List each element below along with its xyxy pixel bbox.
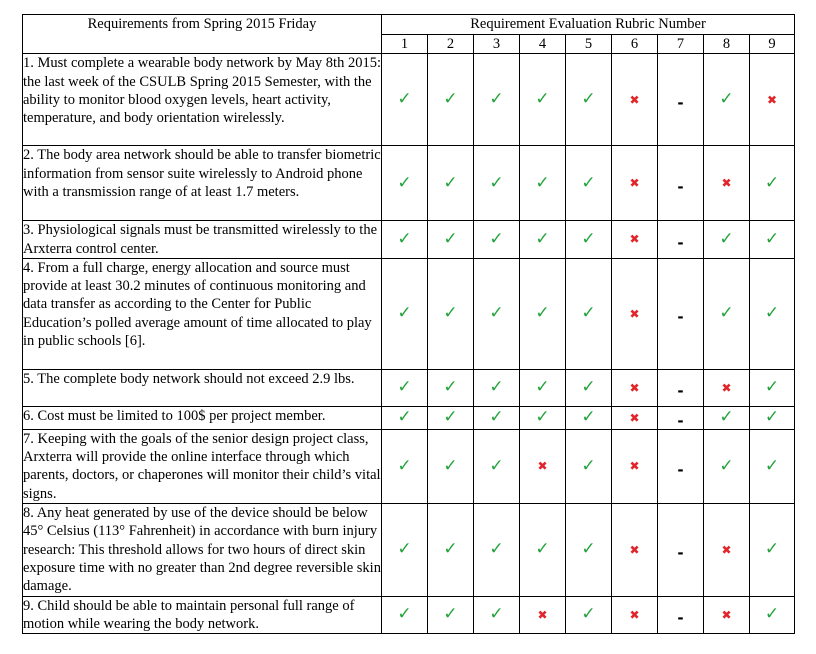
cross-icon: ✖: [629, 542, 640, 557]
rubric-cell: [566, 504, 612, 596]
rubric-cell: [520, 258, 566, 369]
requirement-text: 2. The body area network should be able to transfer biometric information from sensor suite wirelessly to Android phone with a transmission range of at least 1.7 meters.: [23, 146, 382, 221]
checkmark-icon: ✓: [535, 539, 550, 560]
rubric-cell: [520, 429, 566, 503]
rubric-cell: [750, 258, 795, 369]
cross-icon: ✖: [537, 607, 548, 622]
dash-icon: -: [677, 544, 684, 563]
rubric-cell: [750, 146, 795, 221]
rubric-cell: [566, 146, 612, 221]
checkmark-icon: ✓: [581, 455, 596, 476]
rubric-cell: [428, 504, 474, 596]
checkmark-icon: ✓: [719, 407, 734, 428]
rubric-cell: [382, 596, 428, 634]
rubric-cell: [520, 146, 566, 221]
rubric-cell: [750, 369, 795, 406]
rubric-cell: [382, 504, 428, 596]
checkmark-icon: ✓: [489, 407, 504, 428]
rubric-cell: [704, 504, 750, 596]
rubric-cell: [474, 146, 520, 221]
checkmark-icon: ✓: [397, 604, 412, 625]
requirement-row: [23, 504, 795, 596]
rubric-cell: [750, 406, 795, 429]
rubric-number-5: 5: [566, 35, 612, 54]
rubric-cell: [658, 146, 704, 221]
requirements-rubric-table: [22, 14, 795, 634]
checkmark-icon: ✓: [397, 407, 412, 428]
requirement-text: 7. Keeping with the goals of the senior design project class, Arxterra will provide the online interface through which parents, doctors, or chaperones will monitor their child’s vital signs.: [23, 430, 381, 502]
rubric-cell: [428, 369, 474, 406]
rubric-cell: [428, 54, 474, 146]
rubric-cell: [428, 258, 474, 369]
rubric-cell: [612, 258, 658, 369]
rubric-cell: [612, 54, 658, 146]
rubric-cell: [612, 429, 658, 503]
rubric-cell: [612, 504, 658, 596]
rubric-cell: [658, 221, 704, 259]
checkmark-icon: ✓: [581, 172, 596, 193]
rubric-cell: [474, 258, 520, 369]
checkmark-icon: ✓: [443, 407, 458, 428]
rubric-number-6: 6: [612, 35, 658, 54]
checkmark-icon: ✓: [443, 172, 458, 193]
rubric-cell: [704, 369, 750, 406]
checkmark-icon: ✓: [443, 377, 458, 398]
checkmark-icon: ✓: [764, 455, 780, 476]
rubric-cell: [566, 596, 612, 634]
checkmark-icon: ✓: [581, 303, 596, 324]
rubric-cell: [520, 221, 566, 259]
cross-icon: ✖: [721, 607, 732, 622]
checkmark-icon: ✓: [581, 228, 596, 249]
header-row: [23, 15, 795, 35]
checkmark-icon: ✓: [489, 303, 504, 324]
cross-icon: ✖: [721, 176, 732, 191]
requirement-row: [23, 54, 795, 146]
requirement-row: [23, 406, 795, 429]
cross-icon: ✖: [537, 459, 548, 474]
cross-icon: ✖: [629, 176, 640, 191]
requirement-text: 1. Must complete a wearable body network by May 8th 2015: the last week of the CSULB Spring 2015 Semester, with the ability to monitor blood oxygen levels, heart activity, temperature, and body orientation wirelessly.: [23, 54, 382, 146]
cross-icon: ✖: [629, 607, 640, 622]
checkmark-icon: ✓: [719, 303, 734, 324]
rubric-cell: [566, 429, 612, 503]
checkmark-icon: ✓: [443, 539, 458, 560]
rubric-cell: [566, 406, 612, 429]
rubric-cell: [428, 429, 474, 503]
dash-icon: -: [677, 94, 684, 113]
rubric-cell: [750, 596, 795, 634]
cross-icon: ✖: [629, 232, 640, 247]
rubric-cell: [382, 429, 428, 503]
rubric-number-1: 1: [382, 35, 428, 54]
checkmark-icon: ✓: [443, 455, 458, 476]
rubric-cell: [658, 406, 704, 429]
requirement-row: [23, 221, 795, 259]
cross-icon: ✖: [629, 410, 640, 425]
rubric-cell: [704, 258, 750, 369]
rubric-cell: [704, 429, 750, 503]
checkmark-icon: ✓: [489, 455, 504, 476]
checkmark-icon: ✓: [397, 228, 412, 249]
rubric-cell: [474, 596, 520, 634]
rubric-cell: [658, 596, 704, 634]
rubric-number-7: 7: [658, 35, 704, 54]
rubric-cell: [566, 258, 612, 369]
checkmark-icon: ✓: [764, 377, 780, 398]
checkmark-icon: ✓: [535, 89, 550, 110]
rubric-cell: [750, 429, 795, 503]
rubric-cell: [428, 596, 474, 634]
rubric-header: Requirement Evaluation Rubric Number: [382, 15, 795, 35]
checkmark-icon: ✓: [443, 303, 458, 324]
rubric-cell: [474, 221, 520, 259]
rubric-cell: [474, 504, 520, 596]
requirement-text: 5. The complete body network should not exceed 2.9 lbs.: [23, 369, 382, 406]
checkmark-icon: ✓: [489, 604, 504, 625]
rubric-cell: [382, 146, 428, 221]
rubric-cell: [704, 406, 750, 429]
checkmark-icon: ✓: [443, 604, 458, 625]
rubric-cell: [750, 221, 795, 259]
rubric-cell: [520, 369, 566, 406]
rubric-number-9: 9: [750, 35, 795, 54]
checkmark-icon: ✓: [535, 172, 550, 193]
rubric-number-3: 3: [474, 35, 520, 54]
rubric-cell: [566, 54, 612, 146]
rubric-cell: [428, 406, 474, 429]
requirement-row: [23, 596, 795, 634]
requirement-text: 6. Cost must be limited to 100$ per project member.: [23, 406, 382, 429]
rubric-number-4: 4: [520, 35, 566, 54]
rubric-cell: [704, 221, 750, 259]
rubric-cell: [382, 221, 428, 259]
checkmark-icon: ✓: [397, 539, 412, 560]
rubric-cell: [704, 54, 750, 146]
checkmark-icon: ✓: [535, 407, 550, 428]
checkmark-icon: ✓: [581, 604, 596, 625]
checkmark-icon: ✓: [489, 89, 504, 110]
cross-icon: ✖: [766, 92, 778, 107]
checkmark-icon: ✓: [764, 539, 780, 560]
rubric-number-2: 2: [428, 35, 474, 54]
rubric-cell: [658, 429, 704, 503]
checkmark-icon: ✓: [535, 377, 550, 398]
checkmark-icon: ✓: [397, 455, 412, 476]
rubric-cell: [428, 221, 474, 259]
checkmark-icon: ✓: [764, 172, 780, 193]
rubric-cell: [658, 369, 704, 406]
requirement-text: 8. Any heat generated by use of the device should be below 45° Celsius (113° Fahrenheit) in accordance with burn injury research: This threshold allows for two hours of direct skin exposure time with no greater than 2nd degree reversible skin damage.: [23, 505, 381, 595]
requirement-text: 3. Physiological signals must be transmitted wirelessly to the Arxterra control center.: [23, 221, 382, 259]
rubric-cell: [566, 369, 612, 406]
checkmark-icon: ✓: [489, 539, 504, 560]
rubric-cell: [658, 54, 704, 146]
requirement-row: [23, 369, 795, 406]
cross-icon: ✖: [629, 459, 640, 474]
rubric-cell: [474, 54, 520, 146]
checkmark-icon: ✓: [764, 407, 780, 428]
dash-icon: -: [677, 609, 684, 628]
requirements-header: Requirements from Spring 2015 Friday: [23, 15, 382, 54]
checkmark-icon: ✓: [489, 172, 504, 193]
checkmark-icon: ✓: [397, 172, 412, 193]
checkmark-icon: ✓: [397, 89, 412, 110]
dash-icon: -: [677, 382, 684, 401]
rubric-cell: [612, 146, 658, 221]
rubric-cell: [382, 258, 428, 369]
rubric-number-8: 8: [704, 35, 750, 54]
checkmark-icon: ✓: [581, 377, 596, 398]
checkmark-icon: ✓: [535, 303, 550, 324]
checkmark-icon: ✓: [764, 303, 780, 324]
cross-icon: ✖: [629, 306, 640, 321]
checkmark-icon: ✓: [581, 539, 596, 560]
checkmark-icon: ✓: [535, 228, 550, 249]
checkmark-icon: ✓: [719, 455, 734, 476]
cross-icon: ✖: [629, 92, 640, 107]
dash-icon: -: [677, 233, 684, 252]
rubric-cell: [704, 596, 750, 634]
rubric-cell: [428, 146, 474, 221]
checkmark-icon: ✓: [397, 377, 412, 398]
cross-icon: ✖: [721, 380, 732, 395]
rubric-cell: [612, 221, 658, 259]
checkmark-icon: ✓: [581, 407, 596, 428]
checkmark-icon: ✓: [719, 228, 734, 249]
rubric-cell: [612, 369, 658, 406]
rubric-cell: [750, 54, 795, 146]
rubric-cell: [382, 54, 428, 146]
rubric-cell: [474, 406, 520, 429]
requirement-row: [23, 146, 795, 221]
checkmark-icon: ✓: [581, 89, 596, 110]
dash-icon: -: [677, 460, 684, 479]
rubric-cell: [750, 504, 795, 596]
checkmark-icon: ✓: [397, 303, 412, 324]
rubric-cell: [658, 504, 704, 596]
rubric-cell: [382, 406, 428, 429]
rubric-cell: [382, 369, 428, 406]
rubric-cell: [520, 54, 566, 146]
dash-icon: -: [677, 308, 684, 327]
rubric-cell: [566, 221, 612, 259]
checkmark-icon: ✓: [719, 89, 734, 110]
rubric-cell: [474, 369, 520, 406]
requirement-text: 9. Child should be able to maintain personal full range of motion while wearing the body network.: [23, 596, 382, 634]
rubric-cell: [612, 596, 658, 634]
rubric-cell: [520, 596, 566, 634]
requirement-row: [23, 258, 795, 369]
rubric-cell: [520, 504, 566, 596]
rubric-cell: [474, 429, 520, 503]
requirement-text: 4. From a full charge, energy allocation and source must provide at least 30.2 minutes of continuous monitoring and data transfer as according to the Center for Public Education’s polled average amount of time allocated to play in public schools [6].: [23, 258, 382, 369]
cross-icon: ✖: [721, 542, 732, 557]
checkmark-icon: ✓: [764, 604, 780, 625]
rubric-cell: [658, 258, 704, 369]
requirement-row: [23, 429, 795, 503]
rubric-cell: [612, 406, 658, 429]
dash-icon: -: [677, 177, 684, 196]
checkmark-icon: ✓: [443, 228, 458, 249]
rubric-cell: [704, 146, 750, 221]
cross-icon: ✖: [629, 380, 640, 395]
rubric-cell: [520, 406, 566, 429]
checkmark-icon: ✓: [489, 228, 504, 249]
checkmark-icon: ✓: [764, 228, 780, 249]
checkmark-icon: ✓: [489, 377, 504, 398]
checkmark-icon: ✓: [443, 89, 458, 110]
dash-icon: -: [677, 412, 684, 431]
